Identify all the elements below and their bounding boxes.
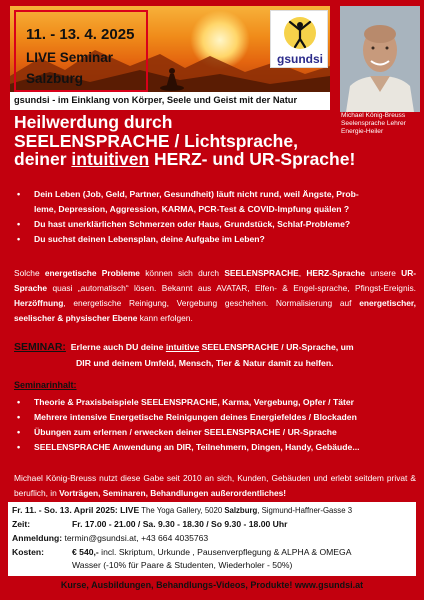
seminar-line-2: DIR und deinem Umfeld, Mensch, Tier & Natur damit zu helfen. <box>76 358 334 368</box>
info-reg-label: Anmeldung: <box>12 533 63 543</box>
info-cost-price: € 540,- <box>72 547 99 557</box>
list-item-text: Du suchst deinen Lebensplan, deine Aufgabe im Leben? <box>34 234 265 244</box>
info-cost-details: incl. Skriptum, Urkunde , Pausenverpflegung & ALPHA & OMEGA <box>98 547 352 557</box>
seminar-line-1 <box>14 339 416 355</box>
info-date: Fr. 11. - So. 13. April 2025: LIVE <box>12 505 140 515</box>
headline-line-3-pre: deiner <box>14 149 72 169</box>
headline <box>14 112 356 169</box>
info-time-label: Zeit: <box>12 519 31 529</box>
bullet-icon: • <box>17 234 21 244</box>
seminar-label: SEMINAR: <box>14 341 66 353</box>
headline-line-3-post: HERZ- und UR-Sprache! <box>149 149 356 169</box>
headline-intuitive: intuitiven <box>71 149 150 169</box>
event-type: LIVE Seminar <box>26 50 114 65</box>
list-item <box>12 187 417 217</box>
list-item-text: Mehrere intensive Energetische Reinigungen deines Energiefeldes / Blockaden <box>34 412 357 422</box>
list-item-text: SEELENSPRACHE Anwendung an DIR, Teilnehmern, Dingen, Handy, Gebäude... <box>34 442 360 452</box>
bullet-icon: • <box>17 219 21 229</box>
bullet-icon: • <box>17 442 21 452</box>
info-time-value: Fr. 17.00 - 21.00 / Sa. 9.30 - 18.30 / So 9.30 - 18.00 Uhr <box>72 519 288 529</box>
list-item <box>12 410 417 425</box>
info-venue: The Yoga Gallery, 5020 <box>139 506 225 515</box>
list-item-text: Dein Leben (Job, Geld, Partner, Gesundheit) läuft nicht rund, weil Ängste, Prob- <box>34 189 359 199</box>
presenter-photo <box>340 6 420 112</box>
seminar-intuitive: intuitive <box>165 342 200 352</box>
presenter-portrait <box>340 6 420 112</box>
contents-bullet-list <box>12 395 417 455</box>
seminar-text-pre: Erlerne auch DU deine <box>70 342 166 352</box>
bullet-icon: • <box>17 397 21 407</box>
presenter-caption <box>341 112 423 136</box>
gsundsi-logo <box>270 10 328 68</box>
list-item-text: Übungen zum erlernen / erwecken deiner SEELENSPRACHE / UR-Sprache <box>34 427 337 437</box>
list-item-text-continued: leme, Depression, Aggression, KARMA, PCR-Test & COVID-Impfung quälen ? <box>34 204 350 214</box>
info-time <box>12 519 287 529</box>
closing-paragraph: Michael König-Breuss nutzt diese Gabe seit 2010 an sich, Kunden, Gebäuden und erlebt seitdem privat & beruflich, in Vorträgen, Seminaren, Behandlungen außerordentliches! <box>14 473 416 498</box>
list-item <box>12 395 417 410</box>
event-date-range: 11. - 13. 4. 2025 <box>26 26 135 43</box>
bullet-icon: • <box>17 412 21 422</box>
presenter-name: Michael König-Breuss <box>341 112 406 119</box>
list-item-text: Theorie & Praxisbeispiele SEELENSPRACHE, Karma, Vergebung, Opfer / Täter <box>34 397 354 407</box>
footer-link[interactable]: Kurse, Ausbildungen, Behandlungs-Videos, Produkte! www.gsundsi.at <box>60 580 364 590</box>
event-date-box <box>14 10 148 92</box>
presenter-role-2: Energie-Heiler <box>341 128 384 135</box>
person-arms-raised-icon <box>282 15 318 51</box>
info-venue-street: , Sigmund-Haffner-Gasse 3 <box>257 506 353 515</box>
info-registration <box>12 533 208 543</box>
contents-heading: Seminarinhalt: <box>14 380 77 390</box>
list-item <box>12 440 417 455</box>
event-location: Salzburg <box>26 71 84 86</box>
presenter-role: Seelensprache Lehrer <box>341 120 406 127</box>
logo-text: gsundsi <box>276 52 323 66</box>
tagline: gsundsi - im Einklang von Körper, Seele und Geist mit der Natur <box>14 95 298 105</box>
info-cost-discount: Wasser (-10% für Paare & Studenten, Wiederholer - 50%) <box>72 560 293 570</box>
seminar-text-post: SEELENSPRACHE / UR-Sprache, um <box>199 342 354 352</box>
list-item <box>12 217 417 232</box>
bullet-icon: • <box>17 427 21 437</box>
info-cost <box>12 547 351 557</box>
event-info-box <box>8 502 416 576</box>
list-item <box>12 425 417 440</box>
info-venue-city: Salzburg <box>224 506 258 515</box>
bullet-icon: • <box>17 189 21 199</box>
info-reg-value[interactable]: termin@gsundsi.at, +43 664 4035763 <box>62 533 209 543</box>
intro-bullet-list <box>12 187 417 247</box>
intro-paragraph: Solche energetische Probleme können sich durch SEELENSPRACHE, HERZ-Sprache unsere UR-Sprache quasi „automatisch“ lösen. Bekannt aus AVATAR, Elfen- & Engel-sprache, Pfingst-Ereignis. Herzöffnung, energetische Reinigung, Vergebung geschehen. Normalisierung auf energetischer, seelischer & physischer Ebene kann erfolgen. <box>14 268 417 323</box>
headline-line-3 <box>14 149 356 169</box>
info-date-venue <box>12 505 352 515</box>
info-cost-label: Kosten: <box>12 547 44 557</box>
list-item-text: Du hast unerklärlichen Schmerzen oder Haus, Grundstück, Schlaf-Probleme? <box>34 219 351 229</box>
list-item <box>12 232 417 247</box>
headline-line-2: SEELENSPRACHE / Lichtsprache, <box>14 130 298 151</box>
headline-line-1: Heilwerdung durch <box>14 112 173 132</box>
seminar-description <box>14 339 416 371</box>
tagline-bar <box>10 92 330 110</box>
